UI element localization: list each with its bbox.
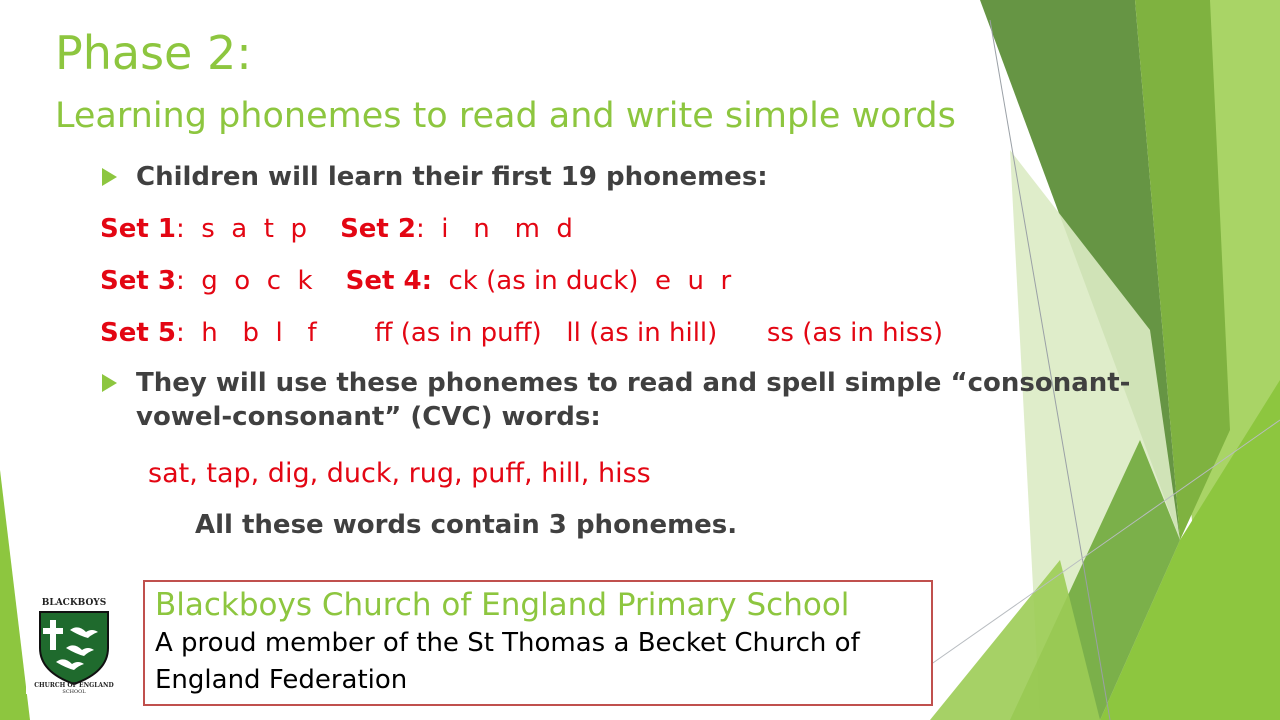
federation-line: A proud member of the St Thomas a Becket Church of England Federation (155, 628, 860, 695)
set-phonemes: : i n m d (416, 214, 573, 244)
slide-subtitle: Learning phonemes to read and write simple words (55, 96, 956, 136)
set-label: Set 5 (100, 318, 176, 348)
bullet-phonemes (102, 161, 1162, 195)
set-row-1 (100, 214, 573, 245)
school-crest-logo (26, 590, 122, 694)
set-label: Set 1 (100, 214, 176, 244)
bullet-cvc (102, 367, 1162, 435)
school-info-box (143, 580, 933, 706)
bullet-text: Children will learn their first 19 phonemes: (136, 162, 768, 192)
phoneme-note: All these words contain 3 phonemes. (195, 510, 738, 540)
svg-text:SCHOOL: SCHOOL (62, 689, 86, 694)
bullet-arrow-icon (102, 374, 117, 392)
svg-text:BLACKBOYS: BLACKBOYS (41, 598, 107, 608)
set-row-2 (100, 266, 731, 297)
set-label: Set 4: (345, 266, 432, 296)
set-phonemes: ck (as in duck) e u r (431, 266, 732, 296)
set-label: Set 2 (340, 214, 416, 244)
set-phonemes: : g o c k (175, 266, 313, 296)
bullet-arrow-icon (102, 168, 117, 186)
bullet-text: They will use these phonemes to read and spell simple “consonant-vowel-consonant” (CVC) words: (136, 368, 1131, 432)
svg-text:CHURCH OF ENGLAND: CHURCH OF ENGLAND (34, 682, 114, 689)
set-row-3 (100, 318, 943, 349)
school-name: Blackboys Church of England Primary School (155, 587, 850, 623)
set-phonemes: : s a t p (175, 214, 307, 244)
set-phonemes: : h b l f ff (as in puff) ll (as in hill) ss (as in hiss) (175, 318, 944, 348)
example-words: sat, tap, dig, duck, rug, puff, hill, hiss (148, 458, 651, 489)
slide-title: Phase 2: (55, 26, 252, 80)
set-label: Set 3 (100, 266, 176, 296)
